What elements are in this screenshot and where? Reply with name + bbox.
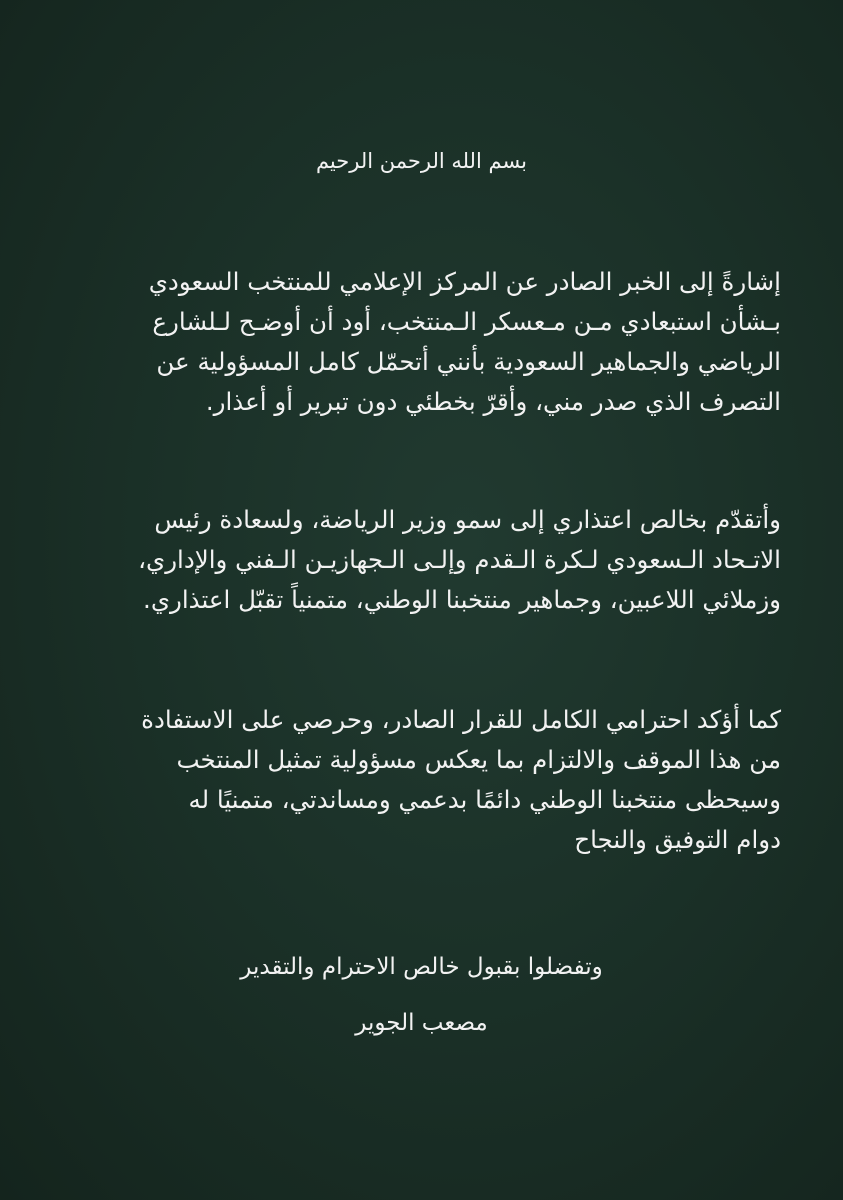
paragraph-line: التصرف الذي صدر مني، وأقرّ بخطئي دون تبرير أو أعذار. [205,387,781,416]
paragraph-line: دوام التوفيق والنجاح [574,825,781,854]
paragraph-line: الاتـحاد الـسعودي لـكرة الـقدم وإلـى الـجهازيـن الـفني والإداري، [138,545,781,574]
paragraph-line: كما أؤكد احترامي الكامل للقرار الصادر، وحرصي على الاستفادة [141,705,781,734]
paragraph-line: من هذا الموقف والالتزام بما يعكس مسؤولية تمثيل المنتخب [176,745,781,774]
signature-name: مصعب الجوير [355,1010,488,1036]
closing-line: وتفضلوا بقبول خالص الاحترام والتقدير [240,954,603,980]
paragraph-explanation [61,262,781,422]
paragraph-apology [61,500,781,620]
paragraph-line: وسيحظى منتخبنا الوطني دائمًا بدعمي ومساندتي، متمنيًا له [188,785,781,814]
paragraph-line: الرياضي والجماهير السعودية بأنني أتحمّل كامل المسؤولية عن [156,347,781,376]
paragraph-line: وأتقدّم بخالص اعتذاري إلى سمو وزير الرياضة، ولسعادة رئيس [154,505,781,534]
paragraph-line: بـشأن استبعادي مـن مـعسكر الـمنتخب، أود أن أوضـح لـلشارع [152,307,781,336]
paragraph-commitment [61,700,781,860]
paragraph-line: إشارةً إلى الخبر الصادر عن المركز الإعلامي للمنتخب السعودي [148,267,781,296]
basmala-heading: بسم الله الرحمن الرحيم [315,149,528,173]
paragraph-line: وزملائي اللاعبين، وجماهير منتخبنا الوطني، متمنياً تقبّل اعتذاري. [143,585,781,614]
